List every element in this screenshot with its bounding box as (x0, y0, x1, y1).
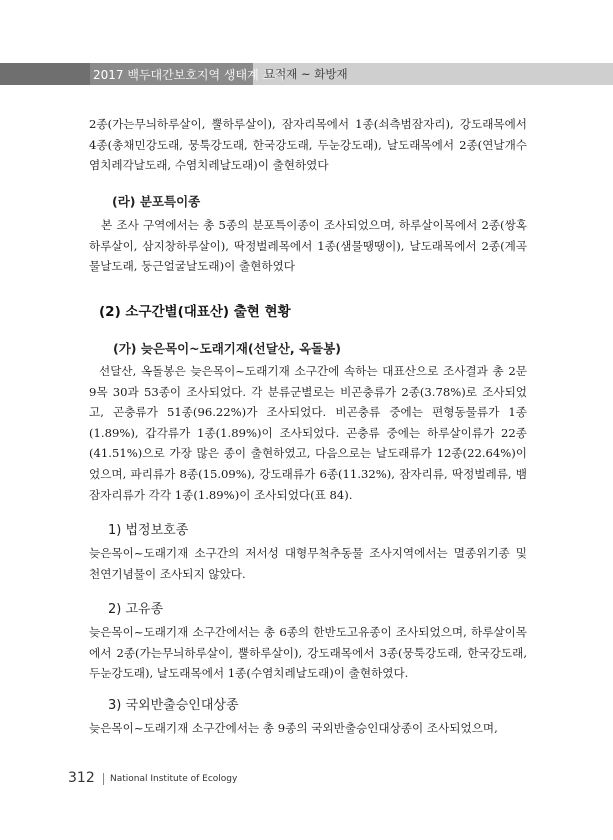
heading-export-approval-species: 3) 국외반출승인대상종 (108, 698, 239, 713)
paragraph-survey-results (89, 361, 527, 505)
paragraph-species-list (89, 114, 527, 176)
paragraph-legal-protected (89, 543, 527, 584)
paragraph-text: 늦은목이~도래기재 소구간에서는 총 9종의 국외반출승인대상종이 조사되었으며, (89, 721, 498, 735)
paragraph-endemic (89, 622, 527, 684)
running-header-subtitle: 묘적재 ~ 화방재 (264, 67, 348, 81)
paragraph-text: 본 조사 구역에서는 총 5종의 분포특이종이 조사되었으며, 하루살이목에서 2종(쌍혹하루살이, 삼지창하루살이), 딱정벌레목에서 1종(샘물땡땡이), 날도래목에서 2종(계곡물날도래, 둥근얼굴날도래)이 출현하였다 (89, 218, 527, 274)
paragraph-text: 늦은목이~도래기재 소구간의 저서성 대형무척추동물 조사지역에서는 멸종위기종 및 천연기념물이 조사되지 않았다. (89, 546, 527, 581)
footer-divider (103, 773, 104, 785)
footer-organization: National Institute of Ecology (110, 774, 238, 784)
page-number: 312 (68, 770, 95, 786)
paragraph-text: 늦은목이~도래기재 소구간에서는 총 6종의 한반도고유종이 조사되었으며, 하루살이목에서 2종(가는무늬하루살이, 뿔하루살이), 강도래목에서 3종(뭉툭강도래, 한국강도래, 두눈강도래), 날도래목에서 1종(수염치레날도래)이 출현하였다. (89, 625, 527, 681)
subsection-heading-seondalsan: (가) 늦은목이~도래기재(선달산, 옥돌봉) (113, 341, 341, 356)
paragraph-distribution (89, 215, 527, 277)
paragraph-text: 선달산, 옥돌봉은 늦은목이~도래기재 소구간에 속하는 대표산으로 조사결과 총 2문 9목 30과 53종이 조사되었다. 각 분류군별로는 비곤충류가 2종(3.78%)로 조사되었고, 곤충류가 51종(96.22%)가 조사되었다. 비곤충류 중에는 편형동물류가 1종(1.89%), 갑각류가 1종(1.89%)이 조사되었다. 곤충류 중에는 하루살이류가 22종(41.51%)으로 가장 많은 종이 출현하였고, 다음으로는 날도래류가 12종(22.64%)이었으며, 파리류가 8종(15.09%), 강도래류가 6종(11.32%), 잠자리류, 딱정벌레류, 뱀잠자리류가 각각 1종(1.89%)이 조사되었다(표 84). (89, 364, 527, 502)
subsection-heading-distribution: (라) 분포특이종 (112, 194, 201, 209)
heading-endemic-species: 2) 고유종 (108, 602, 164, 617)
heading-legal-protected-species: 1) 법정보호종 (108, 523, 189, 538)
running-header-accent (0, 63, 90, 85)
section-heading-subsection-occurrence: (2) 소구간별(대표산) 출현 현황 (99, 304, 291, 320)
paragraph-text: 2종(가는무늬하루살이, 뿔하루살이), 잠자리목에서 1종(쇠측범잠자리), 강도래목에서 4종(총채민강도래, 뭉툭강도래, 한국강도래, 두눈강도래), 날도래목에서 2종(연날개수염치레각날도래, 수염치레날도래)이 출현하였다 (89, 117, 527, 173)
paragraph-export-approval (89, 718, 527, 739)
running-header-title: 2017 백두대간보호지역 생태계 조사 (93, 68, 286, 82)
